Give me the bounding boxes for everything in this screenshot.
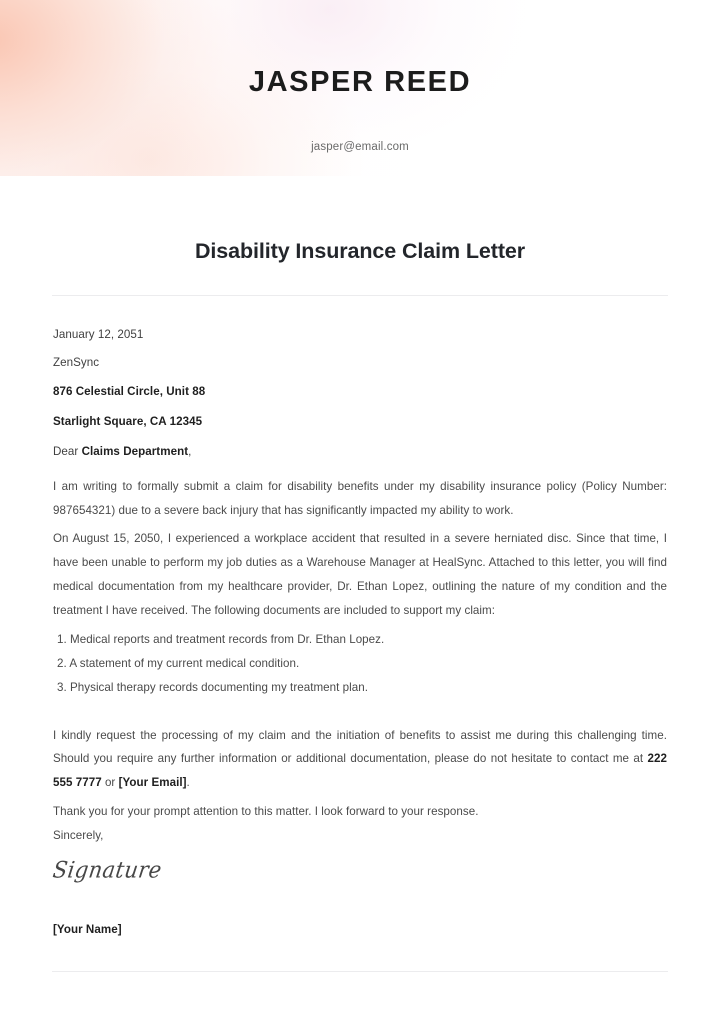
- salutation-recipient: Claims Department: [81, 445, 189, 459]
- letter-body: [53, 328, 667, 848]
- salutation-prefix: Dear: [53, 445, 82, 459]
- salutation: [53, 445, 667, 458]
- sender-name: JASPER REED: [248, 66, 472, 98]
- list-item: 2. A statement of my current medical condition.: [57, 656, 300, 670]
- signature-script: Signature: [51, 857, 164, 883]
- header-gradient-band: [0, 0, 720, 176]
- thank-you-line: Thank you for your prompt attention to this matter. I look forward to your response.: [53, 805, 479, 819]
- recipient-address-line-2: Starlight Square, CA 12345: [53, 414, 203, 428]
- title-divider: [52, 295, 668, 296]
- request-text-part-1: I kindly request the processing of my claim and the initiation of benefits to assist me during this challenging time. Should you require any further information or additional documentation, please do not hesitate to contact me at: [53, 728, 667, 766]
- paragraph-intro: I am writing to formally submit a claim for disability benefits under my disability insurance policy (Policy Number: 987654321) due to a severe back injury that has significantly impacted my ability to work.: [53, 479, 667, 517]
- list-item: 3. Physical therapy records documenting my treatment plan.: [57, 680, 368, 694]
- salutation-suffix: ,: [188, 445, 192, 459]
- contact-phone: 222 555 7777: [53, 752, 667, 790]
- sign-off: Sincerely,: [53, 829, 104, 843]
- page-title: Disability Insurance Claim Letter: [194, 239, 526, 263]
- paragraph-spacer: [53, 700, 667, 724]
- contact-email-placeholder: [Your Email]: [118, 776, 187, 790]
- signature-block: [51, 857, 453, 883]
- paragraph-accident-details: On August 15, 2050, I experienced a workplace accident that resulted in a severe herniated disc. Since that time, I have been unable to perform my job duties as a Warehouse Manager at HealSync. Attached to this letter, you will find medical documentation from my healthcare provider, Dr. Ethan Lopez, outlining the nature of my condition and the treatment I have received. The following documents are included to support my claim:: [53, 532, 667, 618]
- list-item: 1. Medical reports and treatment records from Dr. Ethan Lopez.: [57, 632, 385, 646]
- sender-email: jasper@email.com: [311, 141, 409, 153]
- letter-date: January 12, 2051: [53, 328, 144, 341]
- paragraph-request: [53, 724, 667, 796]
- request-text-part-2: or: [101, 776, 119, 790]
- header-content: [0, 0, 720, 176]
- signer-name-placeholder: [Your Name]: [53, 923, 122, 936]
- footer-divider: [52, 971, 668, 972]
- request-text-part-3: .: [186, 776, 190, 790]
- recipient-address-line-1: 876 Celestial Circle, Unit 88: [53, 384, 206, 398]
- recipient-company: ZenSync: [53, 356, 100, 370]
